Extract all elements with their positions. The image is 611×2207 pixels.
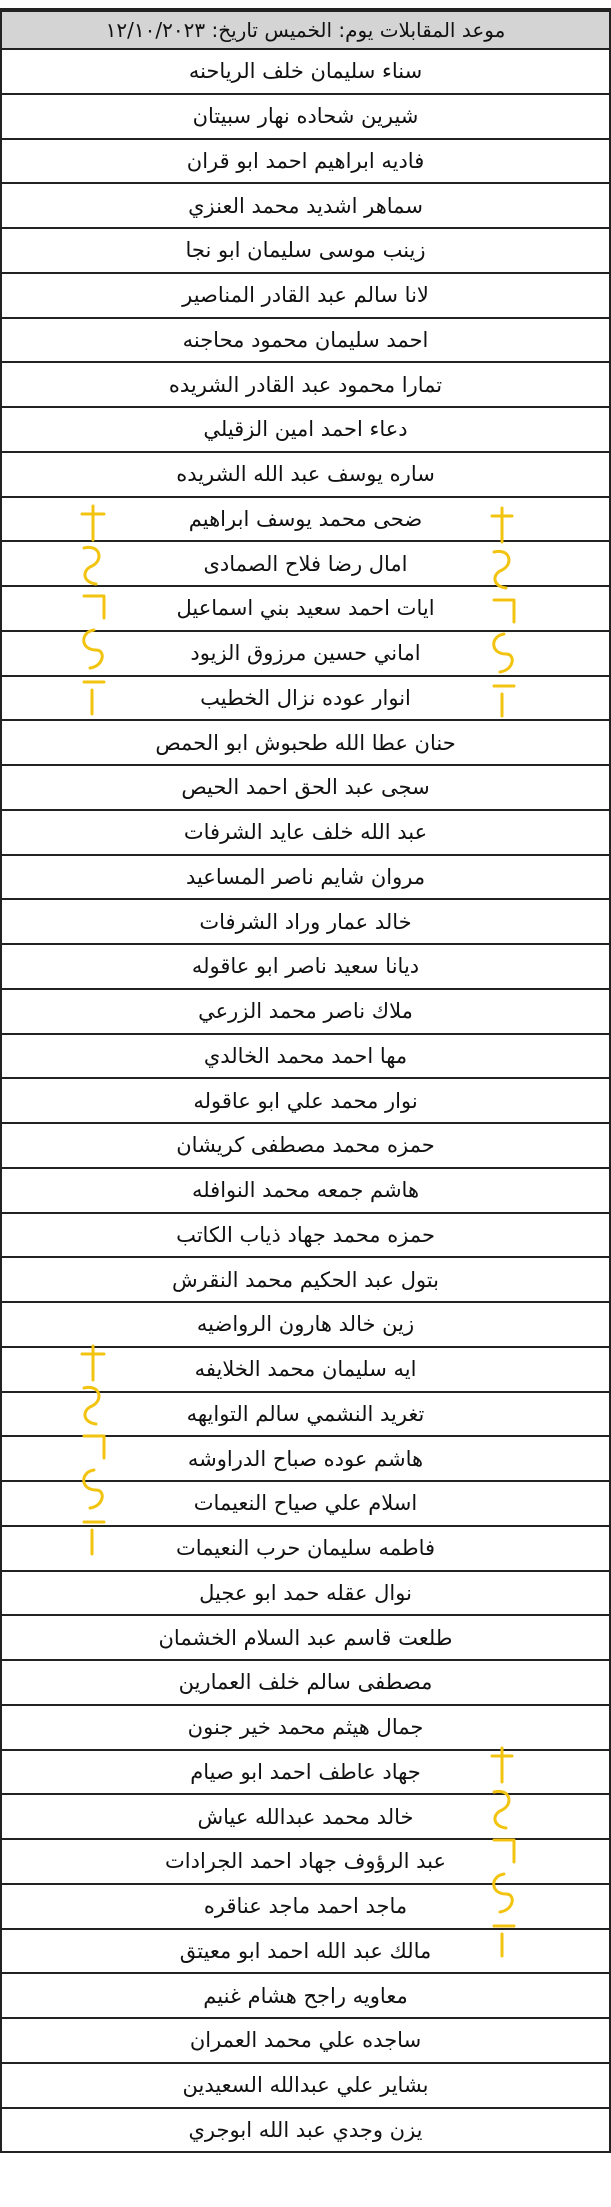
table-row <box>0 50 611 95</box>
person-name: مالك عبد الله احمد ابو معيتق <box>179 1938 432 1963</box>
table-row <box>0 408 611 453</box>
table-row <box>0 1035 611 1080</box>
handwritten-annotation-icon <box>70 500 116 720</box>
person-name: شيرين شحاده نهار سبيتان <box>192 104 419 129</box>
table-row <box>0 2109 611 2154</box>
person-name: مصطفى سالم خلف العمارين <box>178 1670 433 1695</box>
person-name: يزن وجدي عبد الله ابوجري <box>188 2117 423 2142</box>
table-row <box>0 1974 611 2019</box>
person-name: بشاير علي عبدالله السعيدين <box>182 2073 429 2098</box>
person-name: زينب موسى سليمان ابو نجا <box>185 238 426 263</box>
person-name: ديانا سعيد ناصر ابو عاقوله <box>191 954 420 979</box>
handwritten-annotation-icon <box>480 500 526 720</box>
person-name: طلعت قاسم عبد السلام الخشمان <box>158 1625 453 1650</box>
handwritten-annotation-icon <box>480 1740 526 1960</box>
schedule-header: موعد المقابلات يوم: الخميس تاريخ: ١٢/١٠/٢٠٢٣ <box>0 10 611 50</box>
table-row <box>0 319 611 364</box>
person-name: جهاد عاطف احمد ابو صيام <box>190 1759 421 1784</box>
person-name: حمزه محمد مصطفى كريشان <box>176 1133 435 1158</box>
person-name: سماهر اشديد محمد العنزي <box>188 193 423 218</box>
table-row <box>0 274 611 319</box>
person-name: انوار عوده نزال الخطيب <box>200 685 411 710</box>
person-name: هاشم جمعه محمد النوافله <box>191 1178 420 1203</box>
person-name: ماجد احمد ماجد عناقره <box>203 1894 408 1919</box>
person-name: عبد الله خلف عايد الشرفات <box>183 820 428 845</box>
person-name: ساجده علي محمد العمران <box>189 2028 422 2053</box>
table-row <box>0 1661 611 1706</box>
table-row <box>0 721 611 766</box>
person-name: فاديه ابراهيم احمد ابو قران <box>186 148 425 173</box>
person-name: احمد سليمان محمود محاجنه <box>182 327 429 352</box>
person-name: لانا سالم عبد القادر المناصير <box>182 283 429 308</box>
person-name: دعاء احمد امين الزقيلي <box>203 417 408 442</box>
person-name: سجى عبد الحق احمد الحيص <box>181 775 430 800</box>
table-row <box>0 2019 611 2064</box>
table-row <box>0 95 611 140</box>
table-row <box>0 900 611 945</box>
table-row <box>0 1616 611 1661</box>
table-row <box>0 856 611 901</box>
person-name: عبد الرؤوف جهاد احمد الجرادات <box>164 1849 447 1874</box>
person-name: تمارا محمود عبد القادر الشريده <box>168 372 443 397</box>
person-name: ايه سليمان محمد الخلايفه <box>194 1357 417 1382</box>
person-name: سناء سليمان خلف الرياحنه <box>188 59 423 84</box>
table-row <box>0 1124 611 1169</box>
table-row <box>0 990 611 1035</box>
table-row <box>0 1572 611 1617</box>
table-row <box>0 945 611 990</box>
table-row <box>0 229 611 274</box>
table-row <box>0 1169 611 1214</box>
table-row <box>0 140 611 185</box>
person-name: نوار محمد علي ابو عاقوله <box>193 1088 418 1113</box>
person-name: ايات احمد سعيد بني اسماعيل <box>176 596 435 621</box>
top-border-strip <box>0 0 611 10</box>
person-name: هاشم عوده صباح الدراوشه <box>187 1446 424 1471</box>
table-row <box>0 811 611 856</box>
person-name: خالد عمار وراد الشرفات <box>199 909 412 934</box>
table-row <box>0 1214 611 1259</box>
person-name: حنان عطا الله طحبوش ابو الحمص <box>155 730 456 755</box>
person-name: خالد محمد عبدالله عياش <box>197 1804 414 1829</box>
table-row <box>0 766 611 811</box>
person-name: فاطمه سليمان حرب النعيمات <box>175 1536 436 1561</box>
person-name: زين خالد هارون الرواضيه <box>196 1312 415 1337</box>
person-name: جمال هيثم محمد خير جنون <box>187 1715 424 1740</box>
table-row <box>0 1079 611 1124</box>
person-name: معاويه راجح هشام غنيم <box>203 1983 408 2008</box>
person-name: نوال عقله حمد ابو عجيل <box>199 1580 412 1605</box>
person-name: ضحى محمد يوسف ابراهيم <box>188 506 423 531</box>
person-name: امال رضا فلاح الصمادى <box>203 551 408 576</box>
handwritten-annotation-icon <box>70 1340 116 1560</box>
person-name: ملاك ناصر محمد الزرعي <box>198 999 413 1024</box>
person-name: اماني حسين مرزوق الزيود <box>190 641 421 666</box>
person-name: مروان شايم ناصر المساعيد <box>185 864 426 889</box>
person-name: بتول عبد الحكيم محمد النقرش <box>172 1267 439 1292</box>
table-row <box>0 1258 611 1303</box>
table-row <box>0 453 611 498</box>
person-name: ساره يوسف عبد الله الشريده <box>176 462 435 487</box>
table-row <box>0 2064 611 2109</box>
table-row <box>0 184 611 229</box>
person-name: تغريد النشمي سالم التوايهه <box>186 1401 425 1426</box>
person-name: حمزه محمد جهاد ذياب الكاتب <box>176 1222 435 1247</box>
person-name: مها احمد محمد الخالدي <box>203 1043 408 1068</box>
person-name: اسلام علي صياح النعيمات <box>193 1491 418 1516</box>
table-row <box>0 363 611 408</box>
